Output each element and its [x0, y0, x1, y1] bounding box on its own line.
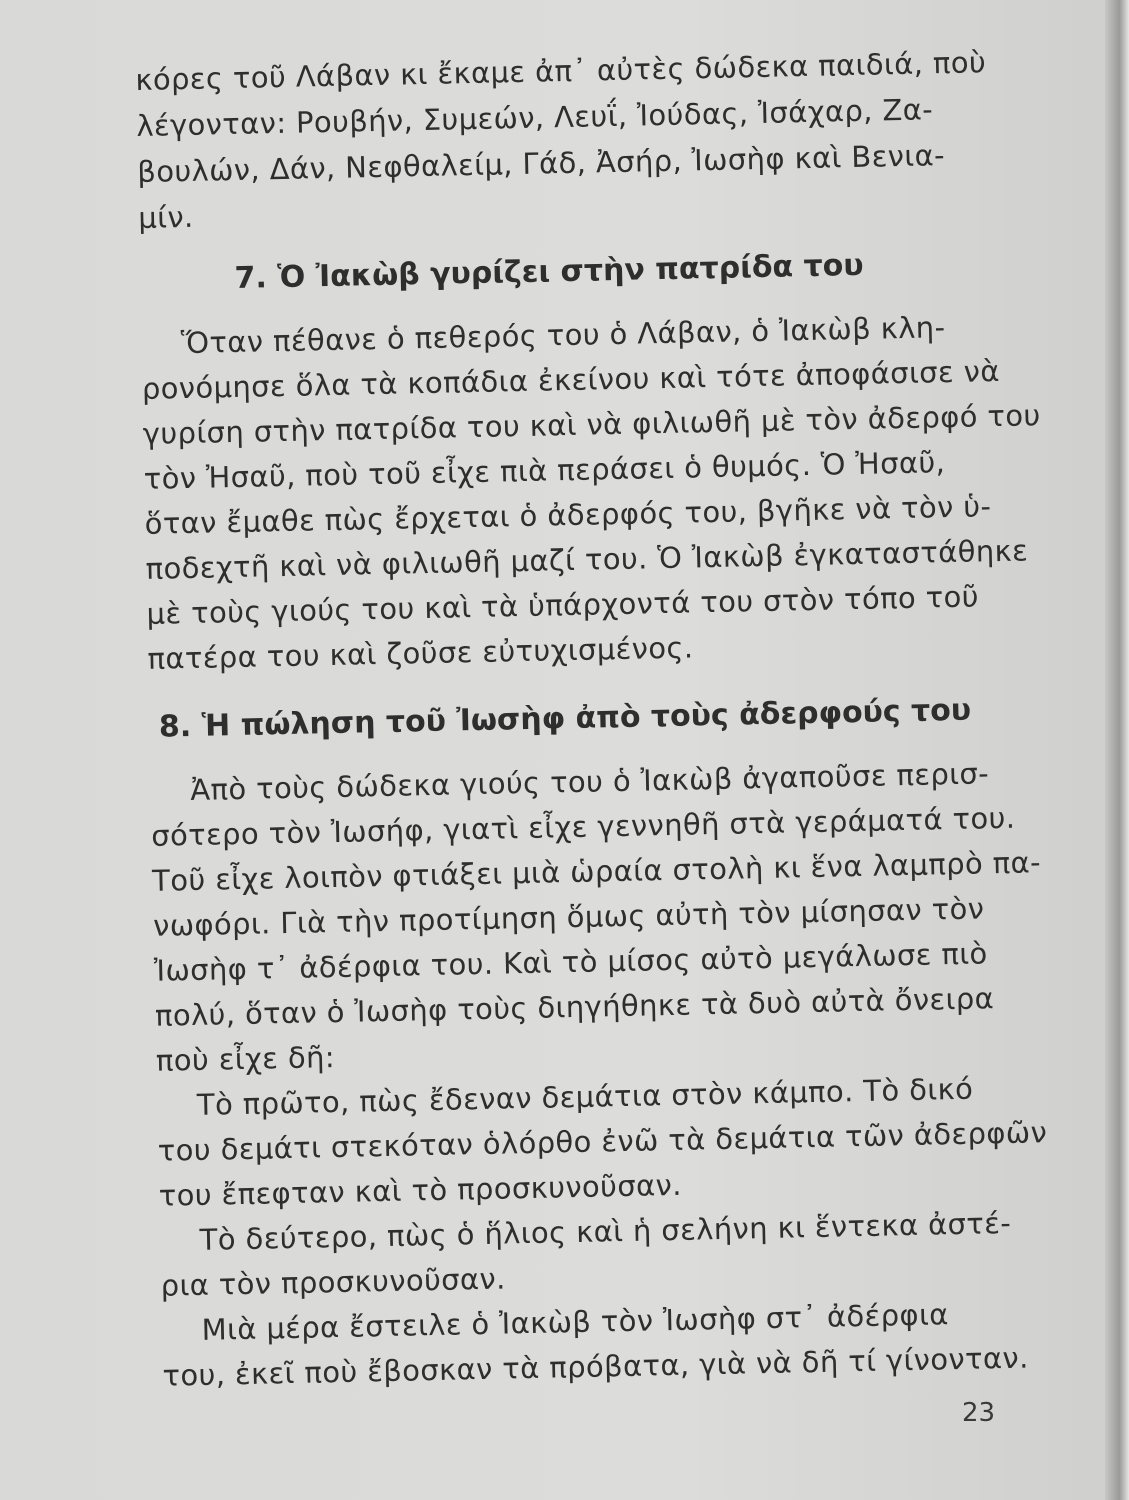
text-line: ὅταν ἔμαθε πὼς ἔρχεται ὁ ἀδερφός του, βγῆκε νὰ τὸν ὑ-	[144, 489, 992, 541]
text-line: ρονόμησε ὅλα τὰ κοπάδια ἐκείνου καὶ τότε ἀποφάσισε νὰ	[141, 353, 1001, 406]
page-content	[135, 43, 1048, 1401]
text-line: Τὸ δεύτερο, πὼς ὁ ἥλιος καὶ ἡ σελήνη κι ἕντεκα ἀστέ-	[199, 1205, 1012, 1257]
text-line: βουλών, Δάν, Νεφθαλείμ, Γάδ, Ἀσήρ, Ἰωσὴφ καὶ Βενια-	[136, 138, 946, 189]
text-line: κόρες τοῦ Λάβαν κι ἔκαμε ἀπ᾽ αὐτὲς δώδεκα παιδιά, ποὺ	[135, 45, 987, 97]
text-line: του, ἐκεῖ ποὺ ἔβοσκαν τὰ πρόβατα, γιὰ νὰ δῆ τί γίνονταν.	[162, 1340, 1029, 1393]
book-spine-shadow	[1105, 0, 1129, 1500]
text-line: μίν.	[137, 199, 194, 235]
text-line: μὲ τοὺς γιούς του καὶ τὰ ὑπάρχοντά του στὸν τόπο τοῦ	[146, 579, 980, 631]
text-line: λέγονταν: Ρουβήν, Συμεών, Λευΐ, Ἰούδας, Ἰσάχαρ, Ζα-	[136, 92, 934, 143]
text-line: Τὸ πρῶτο, πὼς ἔδεναν δεμάτια στὸν κάμπο. Τὸ δικό	[196, 1071, 974, 1122]
text-line: του δεμάτι στεκόταν ὁλόρθο ἐνῶ τὰ δεμάτια τῶν ἀδερφῶν	[157, 1115, 1048, 1168]
section-8-heading: 8. Ἡ πώληση τοῦ Ἰωσὴφ ἀπὸ τοὺς ἀδερφούς του	[158, 692, 972, 745]
text-line: Ὅταν πέθανε ὁ πεθερός του ὁ Λάβαν, ὁ Ἰακὼβ κλη-	[180, 310, 946, 361]
intro-paragraph	[135, 43, 987, 238]
text-line: νωφόρι. Γιὰ τὴν προτίμηση ὅμως αὐτὴ τὸν μίσησαν τὸν	[152, 891, 985, 943]
text-line: ποὺ εἶχε δῆ:	[155, 1040, 336, 1078]
text-line: Μιὰ μέρα ἔστειλε ὁ Ἰακὼβ τὸν Ἰωσὴφ στ᾽ ἀδέρφια	[201, 1297, 950, 1347]
text-line: ρια τὸν προσκυνοῦσαν.	[160, 1261, 507, 1303]
text-line: ποδεχτῆ καὶ νὰ φιλιωθῆ μαζί του. Ὁ Ἰακὼβ ἐγκαταστάθηκε	[145, 533, 1029, 586]
text-line: σότερο τὸν Ἰωσήφ, γιατὶ εἶχε γεννηθῆ στὰ γεράματά του.	[150, 800, 1016, 853]
section-7-heading: 7. Ὁ Ἰακὼβ γυρίζει στὴν πατρίδα του	[234, 247, 864, 296]
text-line: Ἀπὸ τοὺς δώδεκα γιούς του ὁ Ἰακὼβ ἀγαποῦσε περισ-	[189, 756, 990, 807]
text-line: πατέρα του καὶ ζοῦσε εὐτυχισμένος.	[147, 630, 694, 676]
page-number: 23	[962, 1398, 996, 1428]
text-line: πολύ, ὅταν ὁ Ἰωσὴφ τοὺς διηγήθηκε τὰ δυὸ αὐτὰ ὄνειρα	[154, 981, 995, 1033]
text-line: τὸν Ἠσαῦ, ποὺ τοῦ εἶχε πιὰ περάσει ὁ θυμός. Ὁ Ἠσαῦ,	[143, 445, 946, 496]
text-line: Τοῦ εἶχε λοιπὸν φτιάξει μιὰ ὡραία στολὴ κι ἕνα λαμπρὸ πα-	[151, 845, 1042, 898]
section-7-text	[141, 307, 1042, 679]
text-line: Ἰωσὴφ τ᾽ ἀδέρφια του. Καὶ τὸ μίσος αὐτὸ μεγάλωσε πιὸ	[153, 936, 988, 988]
text-line: γυρίση στὴν πατρίδα του καὶ νὰ φιλιωθῆ μὲ τὸν ἀδερφό του	[142, 398, 1042, 451]
text-line: του ἔπεφταν καὶ τὸ προσκυνοῦσαν.	[158, 1167, 683, 1213]
section-8-text	[150, 753, 1048, 1395]
